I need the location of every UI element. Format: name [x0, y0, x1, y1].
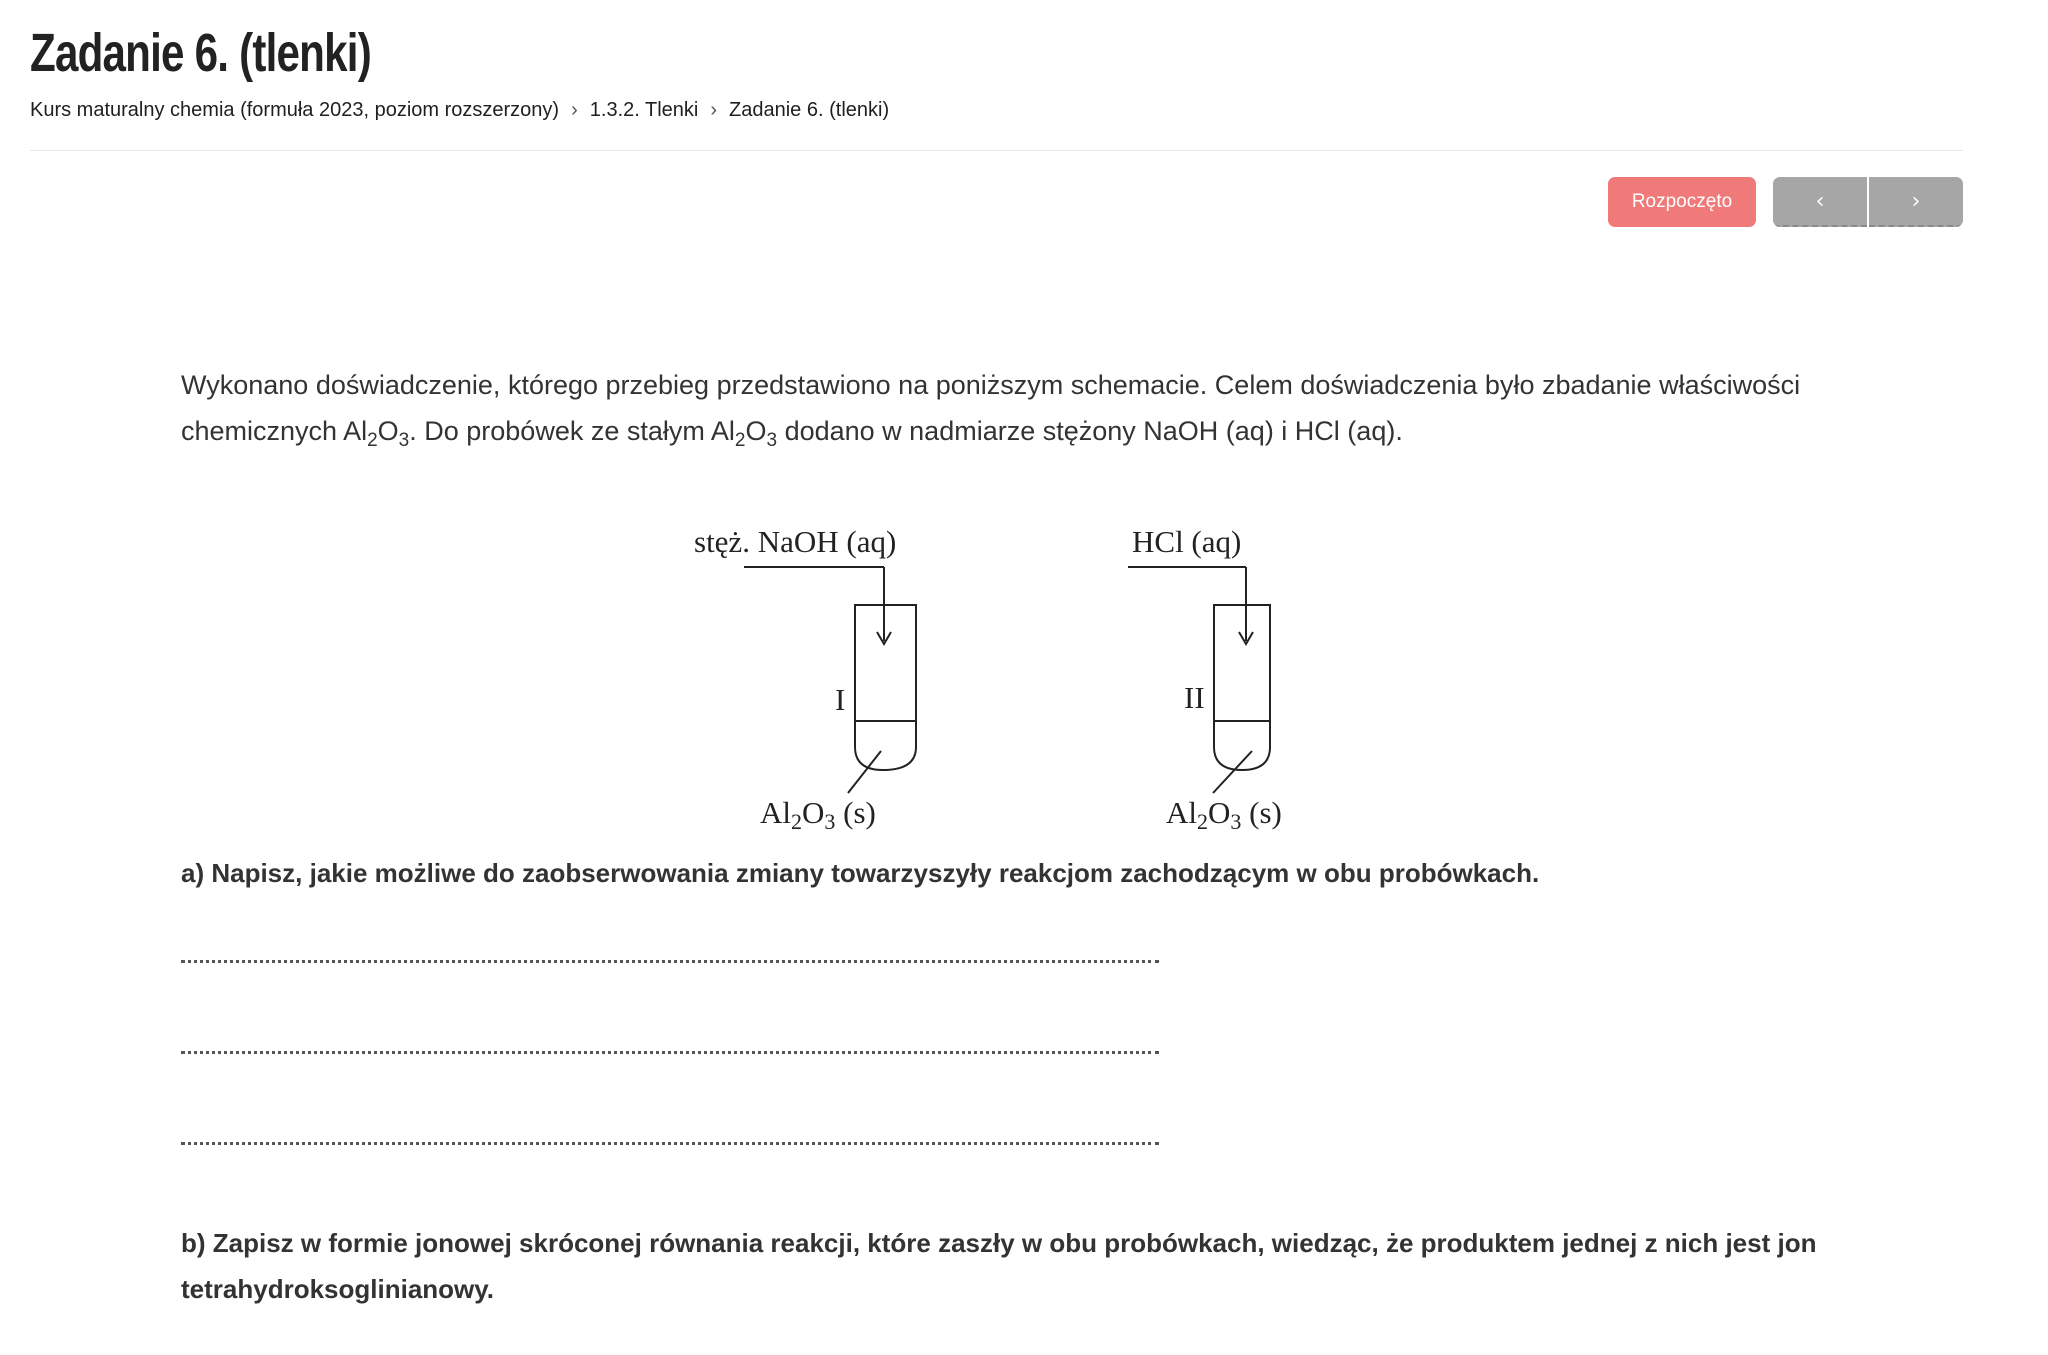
subscript-2: 2 [367, 430, 378, 451]
page-title: Zadanie 6. (tlenki) [30, 23, 371, 83]
test-tube-1 [744, 567, 916, 793]
question-b: b) Zapisz w formie jonowej skróconej równania reakcji, które zaszły w obu probówkach, wiedząc, że produktem jednej z nich jest jon tetrahydroksoglinianowy. [181, 1228, 1817, 1304]
chevron-right-icon: › [710, 98, 718, 121]
answer-line[interactable] [181, 1142, 1159, 1145]
experiment-scheme [690, 515, 1320, 835]
task-intro [181, 362, 1861, 454]
next-task-button[interactable] [1869, 177, 1963, 227]
previous-task-button[interactable] [1773, 177, 1867, 227]
intro-text-1: Wykonano doświadczenie, którego przebieg przedstawiono na poniższym schemacie. Celem doświadczenia było zbadanie właściwości chemicznych Al [181, 370, 1801, 446]
subscript-2: 2 [734, 430, 746, 451]
intro-text-3: dodano w nadmiarze stężony NaOH (aq) i HCl (aq). [777, 416, 1403, 446]
question-a: a) Napisz, jakie możliwe do zaobserwowania zmiany towarzyszyły reakcjom zachodzącym w obu probówkach. [181, 858, 1540, 888]
chevron-right-icon: › [571, 98, 578, 121]
header-divider [30, 150, 1963, 151]
tube-label-1: I [835, 682, 846, 717]
oxygen-symbol: O [377, 416, 399, 446]
reagent-label-naoh: stęż. NaOH (aq) [694, 524, 897, 559]
task-content [181, 362, 1861, 454]
solid-label-right: Al2O3 (s) [1166, 795, 1282, 834]
oxygen-symbol: O [745, 416, 767, 446]
breadcrumb-item-section[interactable]: 1.3.2. Tlenki [589, 98, 699, 121]
answer-line[interactable] [181, 1051, 1159, 1054]
task-navigation [1773, 177, 1963, 227]
breadcrumb [30, 96, 889, 124]
breadcrumb-item-current: Zadanie 6. (tlenki) [729, 98, 890, 121]
started-status-button[interactable]: Rozpoczęto [1608, 177, 1756, 227]
tube-label-2: II [1184, 680, 1205, 715]
chevron-right-icon: › [1911, 188, 1921, 214]
solid-label-left: Al2O3 (s) [760, 795, 876, 834]
breadcrumb-item-course[interactable]: Kurs maturalny chemia (formuła 2023, poziom rozszerzony) [30, 98, 560, 121]
subscript-3: 3 [398, 430, 410, 451]
answer-line[interactable] [181, 960, 1159, 963]
reagent-label-hcl: HCl (aq) [1132, 524, 1242, 559]
subscript-3: 3 [766, 430, 778, 451]
intro-text-2: . Do probówek ze stałym Al [409, 416, 735, 446]
chevron-left-icon: ‹ [1815, 188, 1825, 214]
